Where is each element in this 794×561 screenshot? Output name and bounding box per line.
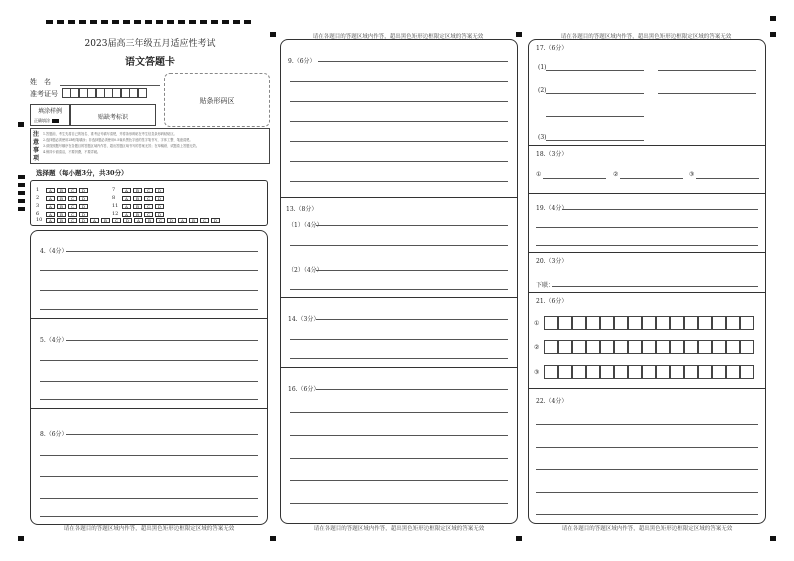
question-number: 2 [36,195,40,201]
option-bubble[interactable]: A [90,218,99,223]
writing-cell[interactable] [698,316,712,330]
answer-line[interactable] [66,251,258,252]
answer-line[interactable] [40,516,258,517]
corner-mark [770,32,776,37]
answer-line[interactable] [536,514,758,515]
timing-mark [200,20,207,24]
answer-line[interactable] [40,360,258,361]
q17-part2-field-b[interactable] [658,93,756,94]
writing-cell[interactable] [544,365,558,379]
q13-part1-label: （1）（4分） [288,222,323,229]
q19-line-3[interactable] [536,245,758,246]
writing-cell[interactable] [628,316,642,330]
option-bubble[interactable]: C [156,218,165,223]
left-answer-panel [30,230,268,525]
writing-cell[interactable] [740,316,754,330]
absent-mark-box[interactable] [70,104,156,126]
answer-line[interactable] [40,381,258,382]
q19-line-1[interactable] [562,209,758,210]
answer-line[interactable] [536,492,758,493]
answer-line[interactable] [290,435,508,436]
q9-label: 9.（6分） [288,58,316,65]
correct-fill-label: 正确填涂 [34,118,50,123]
writing-cell[interactable] [628,365,642,379]
timing-mark [18,183,25,187]
divider [528,193,766,194]
corner-mark [516,32,522,37]
writing-cell[interactable] [600,365,614,379]
notes-list [43,131,267,155]
timing-mark [211,20,218,24]
writing-cell[interactable] [572,340,586,354]
option-bubble[interactable]: B [133,196,142,201]
option-bubble[interactable]: C [144,212,153,217]
choice-row[interactable] [112,195,164,201]
q21-label: 21.（6分） [536,298,568,305]
timing-mark [18,175,25,179]
answer-line[interactable] [290,81,508,82]
barcode-area-label: 贴条形码区 [199,97,235,105]
timing-mark [244,20,251,24]
divider [30,408,268,409]
writing-cell[interactable] [670,365,684,379]
divider [280,197,518,198]
option-bubble[interactable]: B [57,212,66,217]
answer-line[interactable] [290,161,508,162]
option-bubble[interactable]: D [155,188,164,193]
writing-cell[interactable] [684,340,698,354]
q17-part3-label: (3) [538,134,547,141]
writing-grid-row[interactable] [544,365,754,379]
option-bubble[interactable]: D [123,218,132,223]
corner-mark [770,536,776,541]
filled-mark [52,119,59,123]
timing-mark [112,20,119,24]
writing-cell[interactable] [656,340,670,354]
top-warning-middle: 请在各题目的答题区域内作答，超出黑色矩形边框限定区域的答案无效 [312,34,484,40]
writing-cell[interactable] [656,365,670,379]
q17-part2-field-c[interactable] [546,116,644,117]
q17-part2-label: (2) [538,87,547,94]
q14-label: 14.（3分） [288,316,320,323]
answer-line[interactable] [290,101,508,102]
option-bubble[interactable]: A [46,218,55,223]
id-digit-box[interactable] [138,88,147,98]
option-bubble[interactable]: A [46,196,55,201]
answer-line[interactable] [290,289,508,290]
option-bubble[interactable]: A [122,204,131,209]
q18-label: 18.（3分） [536,151,568,158]
option-bubble[interactable]: D [155,204,164,209]
q18-field-1[interactable] [543,178,606,179]
choice-row[interactable] [36,187,88,193]
writing-grid-row[interactable] [544,340,754,354]
choice-row[interactable] [112,187,164,193]
timing-mark [123,20,130,24]
name-field[interactable] [60,85,160,86]
note-item: 3.请按照题号顺序在各题目的答题区域内作答，超出答题区域书写的答案无效；在草稿纸、试题卷上答题无效。 [43,144,200,148]
writing-cell[interactable] [712,316,726,330]
answer-line[interactable] [66,434,258,435]
option-bubble[interactable]: A [46,212,55,217]
right-answer-panel [528,39,766,524]
writing-grid-row[interactable] [544,316,754,330]
option-bubble[interactable]: D [211,218,220,223]
divider [528,145,766,146]
note-item: 2.选择题必须使用2B铅笔填涂；非选择题必须使用0.5毫米黑色字迹的签字笔书写，字体工整、笔迹清楚。 [43,138,193,142]
q18-mark-1: ① [536,171,542,178]
timing-mark [222,20,229,24]
question-number: 12 [112,211,119,217]
option-bubble[interactable]: B [101,218,110,223]
option-bubble[interactable]: D [155,196,164,201]
timing-mark [233,20,240,24]
writing-cell[interactable] [642,316,656,330]
writing-cell[interactable] [726,316,740,330]
writing-cell[interactable] [600,340,614,354]
answer-line[interactable] [40,455,258,456]
writing-cell[interactable] [628,340,642,354]
q17-label: 17.（6分） [536,45,568,52]
q21-mark-1: ① [534,320,540,327]
timing-mark [178,20,185,24]
writing-cell[interactable] [572,365,586,379]
writing-cell[interactable] [614,316,628,330]
answer-line[interactable] [316,225,508,226]
barcode-area [164,73,270,127]
q21-mark-2: ② [534,344,540,351]
question-number: 10 [36,217,43,223]
timing-mark [18,199,25,203]
q16-label: 16.（6分） [288,386,320,393]
section1-title: 选择题（每小题3分，共30分） [36,169,128,177]
option-bubble[interactable]: C [68,212,77,217]
answer-line[interactable] [40,270,258,271]
notes-label: 注意事项 [33,131,40,162]
q19-label: 19.（4分） [536,205,568,212]
answer-line[interactable] [290,503,508,504]
writing-cell[interactable] [726,340,740,354]
option-bubble[interactable]: B [57,204,66,209]
option-bubble[interactable]: B [145,218,154,223]
bottom-warning-right: 请在各题目的答题区域内作答，超出黑色矩形边框限定区域的答案无效 [561,526,733,532]
q18-field-3[interactable] [696,178,759,179]
notes-box [30,128,270,164]
writing-cell[interactable] [698,340,712,354]
q21-mark-3: ③ [534,369,540,376]
divider [280,367,518,368]
timing-mark [18,207,25,211]
timing-mark [189,20,196,24]
writing-cell[interactable] [600,316,614,330]
option-bubble[interactable]: C [144,196,153,201]
writing-cell[interactable] [684,316,698,330]
note-item: 4.保持卡面清洁，不要折叠，不要弄破。 [43,150,101,154]
answer-line[interactable] [316,319,508,320]
q17-part1-label: (1) [538,64,547,71]
divider [280,297,518,298]
q22-label: 22.（4分） [536,398,568,405]
answer-line[interactable] [40,476,258,477]
q17-part2-field[interactable] [546,93,644,94]
writing-cell[interactable] [558,365,572,379]
option-bubble[interactable]: B [133,212,142,217]
q17-part3-field[interactable] [546,140,644,141]
q19-line-2[interactable] [536,227,758,228]
option-bubble[interactable]: A [178,218,187,223]
q8-label: 8.（6分） [40,431,68,438]
option-bubble[interactable]: A [122,188,131,193]
id-number-boxes[interactable] [62,88,146,98]
choice-row[interactable] [36,195,88,201]
answer-line[interactable] [290,358,508,359]
writing-cell[interactable] [740,340,754,354]
timing-mark [167,20,174,24]
option-bubble[interactable]: D [79,188,88,193]
option-bubble[interactable]: A [122,196,131,201]
timing-mark [57,20,64,24]
q18-mark-2: ② [613,171,619,178]
option-bubble[interactable]: C [68,196,77,201]
middle-answer-panel [280,39,518,524]
name-label: 姓 名 [30,78,51,86]
question-number: 3 [36,203,40,209]
answer-line[interactable] [290,245,508,246]
writing-cell[interactable] [586,365,600,379]
question-number: 8 [112,195,116,201]
answer-line[interactable] [316,389,508,390]
answer-line[interactable] [536,424,758,425]
writing-cell[interactable] [572,316,586,330]
option-bubble[interactable]: D [167,218,176,223]
timing-mark [90,20,97,24]
option-bubble[interactable]: D [79,196,88,201]
option-bubble[interactable]: C [144,188,153,193]
question-number: 6 [36,211,40,217]
writing-cell[interactable] [684,365,698,379]
choice-row[interactable] [36,217,220,223]
q13-label: 13.（8分） [286,206,318,213]
option-bubble[interactable]: C [144,204,153,209]
writing-cell[interactable] [670,316,684,330]
option-bubble[interactable]: D [155,212,164,217]
option-bubble[interactable]: C [68,188,77,193]
timing-mark [68,20,75,24]
option-bubble[interactable]: C [200,218,209,223]
timing-mark [18,191,25,195]
choice-row[interactable] [112,203,164,209]
answer-line[interactable] [536,469,758,470]
option-bubble[interactable]: D [79,218,88,223]
writing-cell[interactable] [656,316,670,330]
option-bubble[interactable]: C [68,218,77,223]
q20-label: 20.（3分） [536,258,568,265]
q17-part1-field[interactable] [546,70,644,71]
answer-line[interactable] [290,458,508,459]
q17-part1-field-b[interactable] [658,70,756,71]
option-bubble[interactable]: B [57,196,66,201]
q20-sub-label: 下联： [536,282,555,289]
timing-mark [134,20,141,24]
q4-label: 4.（4分） [40,248,68,255]
writing-cell[interactable] [558,340,572,354]
writing-cell[interactable] [614,340,628,354]
timing-mark [145,20,152,24]
writing-cell[interactable] [544,340,558,354]
q5-label: 5.（4分） [40,337,68,344]
divider [30,318,268,319]
answer-line[interactable] [318,61,508,62]
writing-cell[interactable] [726,365,740,379]
option-bubble[interactable]: B [133,204,142,209]
writing-cell[interactable] [698,365,712,379]
writing-cell[interactable] [614,365,628,379]
answer-line[interactable] [40,290,258,291]
answer-line[interactable] [40,399,258,400]
bottom-warning-middle: 请在各题目的答题区域内作答，超出黑色矩形边框限定区域的答案无效 [313,526,485,532]
card-title: 语文答题卡 [125,57,175,68]
answer-line[interactable] [40,309,258,310]
option-bubble[interactable]: B [57,188,66,193]
q18-field-2[interactable] [620,178,683,179]
choice-row[interactable] [36,203,88,209]
q18-mark-3: ③ [689,171,695,178]
corner-mark [770,16,776,21]
note-item: 1.答题前，考生先将自己的姓名、准考证号填写清楚，并将条形码贴在考生信息条形码粘贴区。 [43,132,177,136]
option-bubble[interactable]: B [57,218,66,223]
writing-cell[interactable] [712,340,726,354]
writing-cell[interactable] [586,340,600,354]
option-bubble[interactable]: A [122,212,131,217]
writing-cell[interactable] [712,365,726,379]
fill-example-box [30,104,70,126]
writing-cell[interactable] [558,316,572,330]
corner-mark [270,32,276,37]
question-number: 11 [112,203,119,209]
absent-mark-label: 贴缺考标识 [97,114,128,121]
answer-line[interactable] [290,121,508,122]
divider [528,252,766,253]
fill-example-label: 填涂样例 [37,108,62,115]
option-bubble[interactable]: C [68,204,77,209]
question-number: 1 [36,187,40,193]
divider [528,388,766,389]
bottom-warning-left: 请在各题目的答题区域内作答，超出黑色矩形边框限定区域的答案无效 [63,526,235,532]
answer-line[interactable] [290,181,508,182]
writing-cell[interactable] [642,365,656,379]
timing-mark [79,20,86,24]
answer-line[interactable] [316,270,508,271]
writing-cell[interactable] [670,340,684,354]
answer-line[interactable] [40,498,258,499]
option-bubble[interactable]: B [189,218,198,223]
option-bubble[interactable]: A [46,188,55,193]
answer-line[interactable] [66,340,258,341]
writing-cell[interactable] [642,340,656,354]
answer-line[interactable] [290,141,508,142]
corner-mark [18,536,24,541]
top-warning-right: 请在各题目的答题区域内作答，超出黑色矩形边框限定区域的答案无效 [560,34,732,40]
writing-cell[interactable] [544,316,558,330]
answer-line[interactable] [290,339,508,340]
answer-line[interactable] [290,412,508,413]
exam-title: 2023届高三年级五月适应性考试 [84,39,216,49]
option-bubble[interactable]: A [46,204,55,209]
timing-mark [101,20,108,24]
timing-mark [46,20,53,24]
id-label: 准考证号 [30,90,58,98]
option-bubble[interactable]: D [79,212,88,217]
corner-mark [516,536,522,541]
answer-line[interactable] [536,447,758,448]
question-number: 7 [112,187,116,193]
option-bubble[interactable]: D [79,204,88,209]
corner-mark [18,122,24,127]
corner-mark [270,536,276,541]
option-bubble[interactable]: C [112,218,121,223]
option-bubble[interactable]: B [133,188,142,193]
q20-field[interactable] [552,286,758,287]
timing-mark [156,20,163,24]
writing-cell[interactable] [740,365,754,379]
divider [528,292,766,293]
answer-line[interactable] [290,480,508,481]
q13-part2-label: （2）（4分） [288,267,323,274]
writing-cell[interactable] [586,316,600,330]
option-bubble[interactable]: A [134,218,143,223]
